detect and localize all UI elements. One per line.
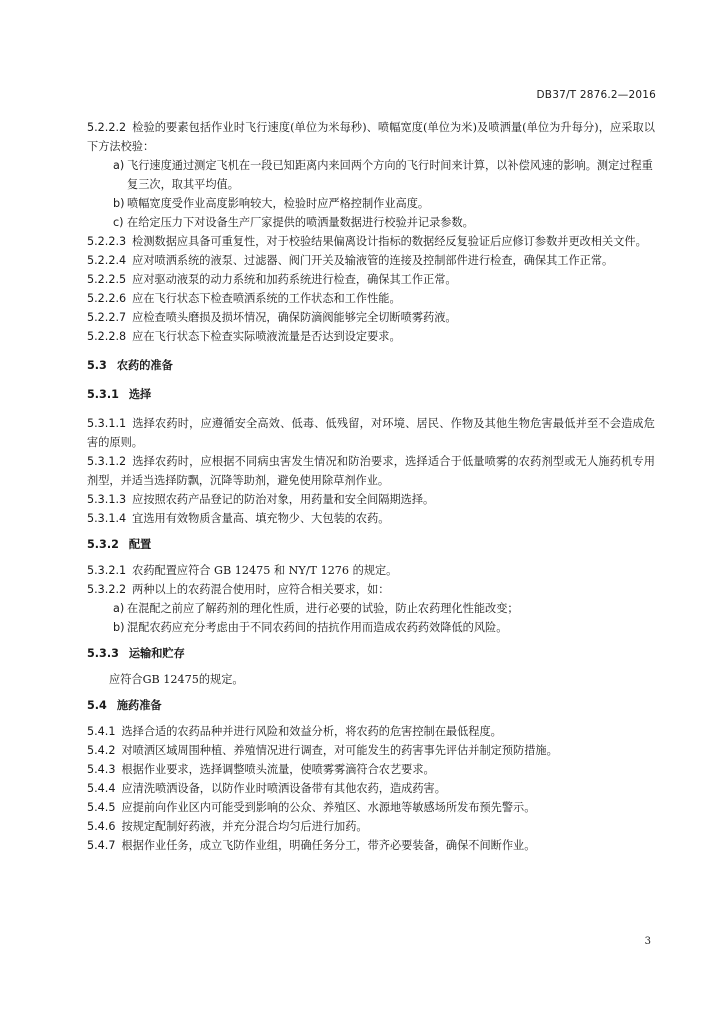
clause-5-4-5: 5.4.5 应提前向作业区内可能受到影响的公众、养殖区、水源地等敏感场所发布预先警示。 — [87, 801, 536, 814]
clause-5-3-3-text: 应符合GB 12475的规定。 — [109, 673, 244, 686]
clause-5-2-2-8: 5.2.2.8 应在飞行状态下检查实际喷液流量是否达到设定要求。 — [87, 330, 401, 343]
list-item: a) 在混配之前应了解药剂的理化性质，进行必要的试验，防止农药理化性能改变； — [113, 602, 519, 615]
clause-5-3-1-3: 5.3.1.3 应按照农药产品登记的防治对象，用药量和安全间隔期选择。 — [87, 493, 435, 506]
clause-5-3-1-1: 5.3.1.1 选择农药时，应遵循安全高效、低毒、低残留，对环境、居民、作物及其他生物危害最低并至不会造成危害的原则。 — [87, 417, 655, 449]
list-item: b) 混配农药应充分考虑由于不同农药间的拮抗作用而造成农药药效降低的风险。 — [113, 621, 508, 634]
list-item: b) 喷幅宽度受作业高度影响较大，检验时应严格控制作业高度。 — [113, 197, 430, 210]
clause-5-2-2-2: 5.2.2.2 检验的要素包括作业时飞行速度(单位为米每秒)、喷幅宽度(单位为米)及喷洒量(单位为升每分)，应采取以下方法校验： — [87, 121, 655, 153]
clause-5-3-2-1: 5.3.2.1 农药配置应符合 GB 12475 和 NY/T 1276 的规定。 — [87, 564, 398, 577]
list-item: c) 在给定压力下对设备生产厂家提供的喷洒量数据进行校验并记录参数。 — [113, 216, 474, 229]
heading-5-3-1: 5.3.1 选择 — [87, 388, 152, 401]
clause-5-4-1: 5.4.1 选择合适的农药品种并进行风险和效益分析，将农药的危害控制在最低程度。 — [87, 725, 502, 738]
document-body — [87, 118, 655, 855]
clause-5-4-3: 5.4.3 根据作业要求，选择调整喷头流量，使喷雾雾滴符合农艺要求。 — [87, 763, 435, 776]
clause-5-2-2-3: 5.2.2.3 检测数据应具备可重复性，对于校验结果偏离设计指标的数据经反复验证后应修订参数并更改相关文件。 — [87, 235, 647, 248]
heading-5-3-3: 5.3.3 运输和贮存 — [87, 647, 185, 660]
heading-5-4: 5.4 施药准备 — [87, 699, 162, 712]
clause-5-4-2: 5.4.2 对喷洒区域周围种植、养殖情况进行调查，对可能发生的药害事先评估并制定预防措施。 — [87, 744, 558, 757]
list-item: a) 飞行速度通过测定飞机在一段已知距离内来回两个方向的飞行时间来计算，以补偿风速的影响。测定过程重复三次，取其平均值。 — [113, 159, 653, 191]
clause-5-3-2-2: 5.3.2.2 两种以上的农药混合使用时，应符合相关要求，如： — [87, 583, 390, 596]
clause-5-3-1-2: 5.3.1.2 选择农药时，应根据不同病虫害发生情况和防治要求，选择适合于低量喷雾的农药剂型或无人施药机专用剂型，并适当选择防飘，沉降等助剂，避免使用除草剂作业。 — [87, 455, 655, 487]
clause-5-4-6: 5.4.6 按规定配制好药液，并充分混合均匀后进行加药。 — [87, 820, 368, 833]
heading-5-3-2: 5.3.2 配置 — [87, 538, 152, 551]
clause-5-2-2-6: 5.2.2.6 应在飞行状态下检查喷洒系统的工作状态和工作性能。 — [87, 292, 401, 305]
document-code: DB37/T 2876.2—2016 — [536, 89, 656, 101]
clause-5-2-2-4: 5.2.2.4 应对喷洒系统的液泵、过滤器、阀门开关及输液管的连接及控制部件进行检查，确保其工作正常。 — [87, 254, 614, 267]
clause-5-2-2-5: 5.2.2.5 应对驱动液泵的动力系统和加药系统进行检查，确保其工作正常。 — [87, 273, 457, 286]
page-number: 3 — [644, 936, 651, 947]
clause-5-4-4: 5.4.4 应清洗喷洒设备，以防作业时喷洒设备带有其他农药，造成药害。 — [87, 782, 446, 795]
clause-5-2-2-7: 5.2.2.7 应检查喷头磨损及损坏情况，确保防滴阀能够完全切断喷雾药液。 — [87, 311, 457, 324]
clause-5-3-1-4: 5.3.1.4 宜选用有效物质含量高、填充物少、大包装的农药。 — [87, 512, 390, 525]
heading-5-3: 5.3 农药的准备 — [87, 359, 173, 372]
clause-5-4-7: 5.4.7 根据作业任务，成立飞防作业组，明确任务分工，带齐必要装备，确保不间断作业。 — [87, 839, 536, 852]
